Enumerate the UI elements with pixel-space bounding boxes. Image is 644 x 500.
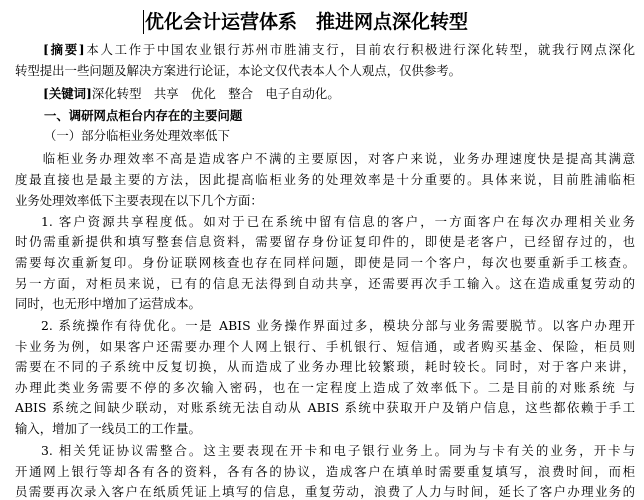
abstract-line: 转型提出一些问题及解决方案进行论证，本论文仅代表本人个人观点，仅供参考。 <box>15 63 462 78</box>
paragraph-line: 业务处理效率低下主要表现在以下几个方面： <box>15 193 263 208</box>
paragraph-line: 需要每次重新复印。身份证联网核查也存在同样问题，即使是同一个客户，每次也要重新手工核查。 <box>15 255 635 270</box>
paragraph-line: 员需要再次录入客户在纸质凭证上填写的信息，重复劳动，浪费了人力与时间，延长了客户办理业务的 <box>15 484 635 499</box>
section-heading: 一、调研网点柜台内存在的主要问题 <box>44 108 243 123</box>
document-title: 优化会计运营体系 推进网点深化转型 <box>145 11 469 33</box>
paragraph-line: 同时，也无形中增加了运营成本。 <box>15 296 201 311</box>
paragraph-line: 需要在不同的子系统中反复切换，从而造成了业务办理比较繁琐，耗时较长。同时，对于客户来讲， <box>15 359 635 374</box>
paragraph-line: 3. 相关凭证协议需整合。这主要表现在开卡和电子银行业务上。同为与卡有关的业务，开卡与 <box>41 443 635 458</box>
keywords-text: 深化转型 共享 优化 整合 电子自动化。 <box>91 86 340 101</box>
text-cursor <box>143 10 144 34</box>
paragraph-line: 开通网上银行等却各有各的资料，各有各的协议，造成客户在填单时需要重复填写，浪费时间，而柜 <box>15 464 635 479</box>
subsection-heading: （一）部分临柜业务处理效率低下 <box>44 128 230 143</box>
paragraph-line: 2. 系统操作有待优化。一是 ABIS 业务操作界面过多，模块分部与业务需要脱节。以客户办理开 <box>41 318 635 333</box>
paragraph-line: 另一方面，对柜员来说，已有的信息无法得到自动共享，还需要再次手工输入。这在造成重复劳动的 <box>15 276 635 291</box>
abstract-line <box>15 42 635 58</box>
paragraph-line: ABIS 系统之间缺少联动，对账系统无法自动从 ABIS 系统中获取开户及销户信息，这些都依赖于手工 <box>15 400 635 415</box>
paragraph-line: 度最直接也是最主要的方法，因此提高临柜业务的处理效率是十分重要的。具体来说，目前胜浦临柜 <box>15 172 635 187</box>
paragraph-line: 办理此类业务需要不停的多次输入密码，也在一定程度上造成了效率低下。二是目前的对账系统 与 <box>15 380 635 395</box>
paragraph-line: 1. 客户资源共享程度低。如对于已在系统中留有信息的客户，一方面客户在每次办理相关业务 <box>41 214 635 229</box>
abstract-text: 本人工作于中国农业银行苏州市胜浦支行，目前农行积极进行深化转型，就我行网点深化 <box>84 42 635 57</box>
abstract-label: [摘要] <box>43 42 85 57</box>
keywords-line <box>15 86 635 102</box>
paragraph-line: 临柜业务办理效率不高是造成客户不满的主要原因，对客户来说，业务办理速度快是提高其满意 <box>41 151 635 166</box>
keywords-label: [关键词] <box>43 86 92 101</box>
paragraph-line: 时仍需重新提供和填写整套信息资料，需要留存身份证复印件的，即使是老客户，已经留存过的，也 <box>15 234 635 249</box>
paragraph-line: 输入，增加了一线员工的工作量。 <box>15 421 201 436</box>
paragraph-line: 卡业务为例，如果客户还需要办理个人网上银行、手机银行、短信通，或者购买基金、保险，柜员则 <box>15 339 635 354</box>
